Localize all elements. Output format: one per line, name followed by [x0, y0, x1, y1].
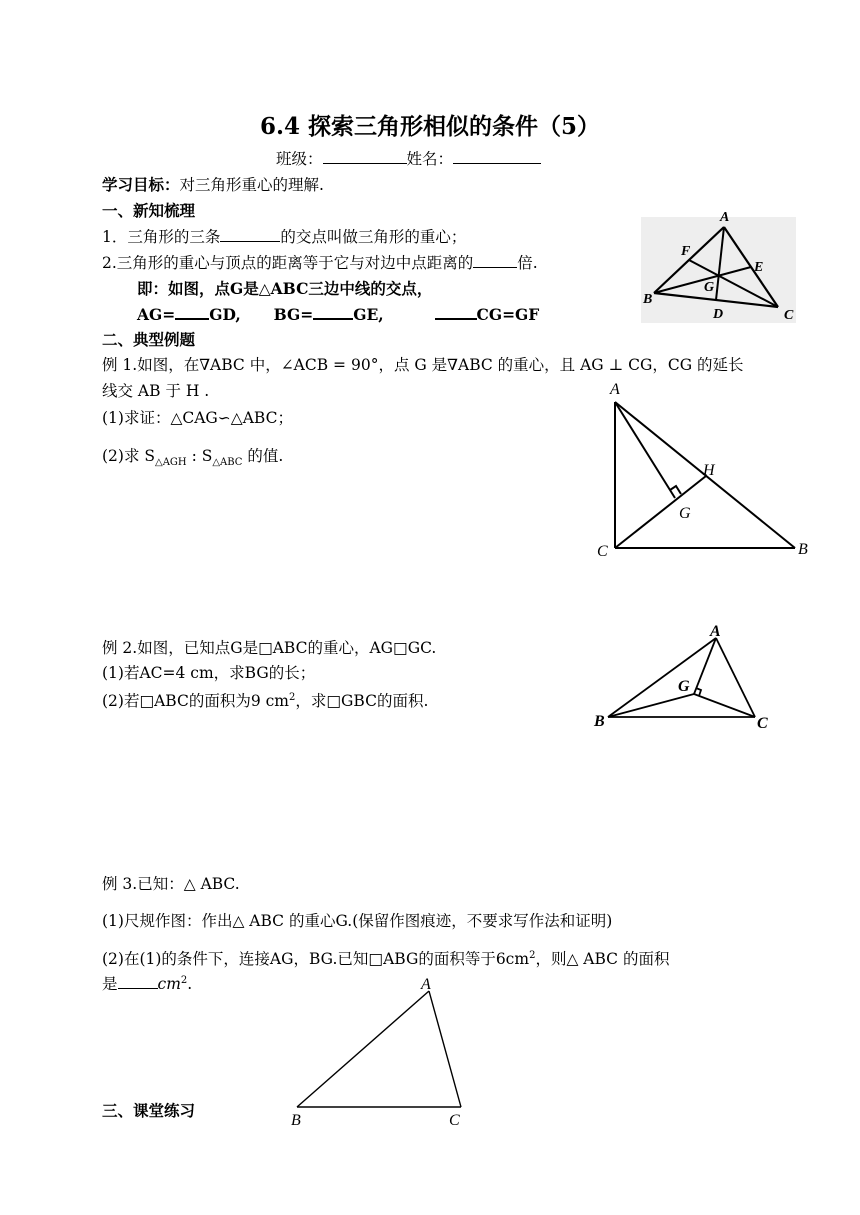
section1-heading: 一、新知梳理 — [102, 201, 196, 220]
fig2-label-b: B — [798, 541, 808, 558]
ex1-q2 — [102, 445, 283, 474]
fig3-label-g: G — [678, 678, 690, 695]
name-blank — [453, 148, 541, 164]
goal-label: 学习目标： — [102, 175, 180, 194]
side-ac — [429, 991, 461, 1107]
section1-equations — [137, 303, 539, 326]
student-info-line — [276, 148, 541, 170]
eq3-blank — [435, 303, 477, 320]
fig2-label-a: A — [610, 381, 620, 398]
ex2-q2 — [102, 687, 428, 712]
fig2-label-c: C — [597, 543, 608, 560]
fig1-label-e: E — [754, 260, 764, 275]
ex1-q2-mid: : S — [186, 447, 213, 465]
ex3-q2-line1 — [102, 945, 669, 970]
section3-heading: 三、课堂练习 — [102, 1101, 196, 1120]
ex1-q2-suffix: 的值. — [242, 447, 284, 465]
triangle-abc-figure — [285, 975, 485, 1135]
ex3-q2-prefix: (2)在(1)的条件下，连接AG，BG.已知□ABG的面积等于6cm — [102, 950, 530, 969]
ex2-q2-suffix: ，求□GBC的面积. — [295, 692, 429, 711]
ex1-line1: 例 1.如图，在∇ABC 中，∠ACB = 90°，点 G 是∇ABC 的重心，且 AG ⊥ CG，CG 的延长 — [102, 356, 744, 374]
eq3-suffix: CG=GF — [476, 305, 540, 324]
item1-suffix: 的交点叫做三角形的重心； — [280, 228, 467, 246]
item2-suffix: 倍. — [517, 254, 538, 272]
page-title: 6.4 探索三角形相似的条件（5） — [259, 113, 601, 140]
fig1-label-b: B — [643, 292, 653, 307]
centroid-right-angle-figure — [590, 620, 780, 735]
fig1-label-d: D — [713, 307, 724, 322]
class-label: 班级： — [276, 150, 323, 168]
ex1-q1: (1)求证：△CAG∽△ABC； — [102, 409, 293, 427]
item1-blank — [220, 226, 280, 242]
ex3-q2-line2-prefix: 是 — [102, 975, 118, 994]
ex2-q1: (1)若AC=4 cm，求BG的长； — [102, 664, 316, 682]
segment-ch — [615, 476, 706, 548]
ex3-line1: 例 3.已知：△ ABC. — [102, 875, 240, 893]
name-label: 姓名： — [406, 150, 454, 168]
right-triangle-figure — [590, 380, 820, 570]
side-ab — [297, 991, 429, 1107]
ex2-q2-sup: 2 — [289, 692, 296, 703]
fig3-label-c: C — [757, 715, 768, 732]
segment-ag — [615, 402, 675, 498]
ex2-q2-prefix: (2)若□ABC的面积为9 cm — [102, 692, 289, 711]
item2-prefix: 2.三角形的重心与顶点的距离等于它与对边中点距离的 — [102, 254, 474, 272]
eq2-blank — [313, 303, 353, 320]
section1-item1 — [102, 226, 466, 248]
eq1-blank — [175, 303, 209, 320]
ex3-q2-line2 — [102, 970, 192, 995]
ex1-q2-sub1: △AGH — [155, 457, 187, 469]
fig3-label-a: A — [710, 623, 721, 640]
fig1-label-g: G — [704, 280, 715, 295]
eq1-prefix: AG= — [137, 305, 176, 324]
section1-example-text: 即：如图，点G是△ABC三边中线的交点， — [137, 279, 433, 298]
fig2-label-g: G — [679, 505, 691, 522]
fig4-label-a: A — [421, 976, 431, 993]
fig1-label-c: C — [784, 308, 794, 323]
eq2-prefix: BG= — [273, 305, 314, 324]
fig1-label-f: F — [681, 244, 691, 259]
fig4-label-c: C — [449, 1112, 460, 1129]
ex3-unit: cm — [157, 975, 181, 994]
fig1-label-a: A — [720, 210, 730, 225]
fig4-label-b: B — [291, 1112, 301, 1129]
ex3-q1: (1)尺规作图：作出△ ABC 的重心G.(保留作图痕迹，不要求写作法和证明) — [102, 912, 613, 930]
segment-bg — [608, 694, 694, 717]
ex3-unit-sup: 2 — [180, 975, 188, 986]
learning-goal — [102, 174, 324, 196]
ex3-answer-blank — [118, 973, 158, 989]
item2-blank — [473, 252, 517, 268]
class-blank — [323, 148, 407, 164]
ex3-q2-suffix: ，则△ ABC 的面积 — [535, 950, 670, 969]
fig2-label-h: H — [703, 462, 715, 479]
ex1-q2-prefix: (2)求 S — [102, 447, 156, 465]
ex3-q2-sup: 2 — [529, 950, 536, 961]
ex3-end: . — [187, 975, 193, 994]
eq2-suffix: GE, — [353, 305, 384, 324]
fig3-label-b: B — [594, 713, 605, 730]
ex1-line2: 线交 AB 于 H . — [102, 382, 210, 400]
section1-item2 — [102, 252, 538, 274]
goal-text: 对三角形重心的理解. — [179, 176, 324, 194]
section2-heading: 二、典型例题 — [102, 330, 196, 349]
eq1-suffix: GD, — [209, 305, 241, 324]
centroid-medians-figure — [640, 205, 800, 325]
ex1-q2-sub2: △ABC — [212, 457, 243, 469]
ex2-line1: 例 2.如图，已知点G是□ABC的重心，AG□GC. — [102, 639, 437, 657]
item1-prefix: 1．三角形的三条 — [102, 228, 221, 246]
